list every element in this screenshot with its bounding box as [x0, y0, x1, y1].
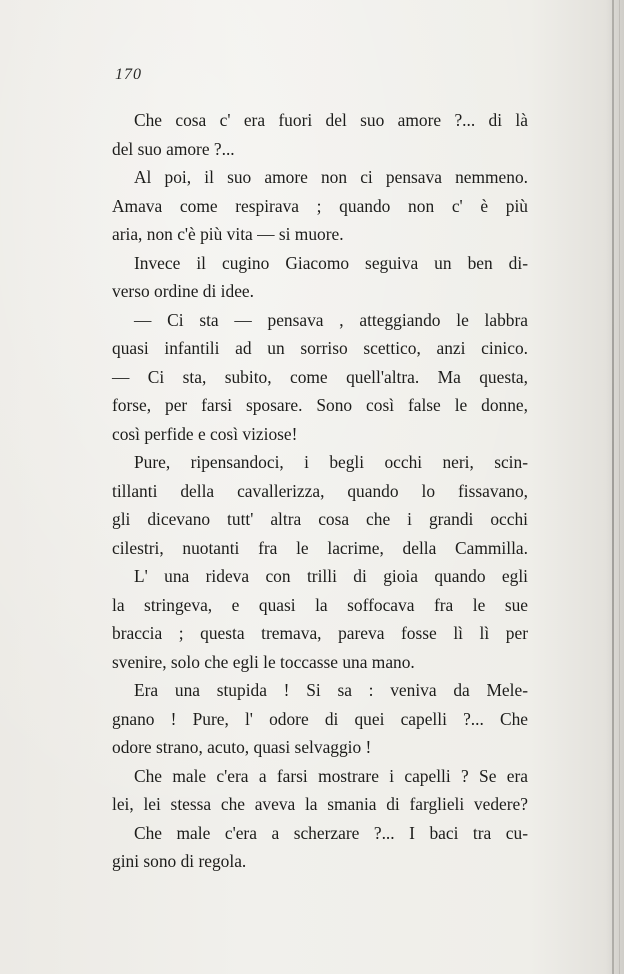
text-line: — Ci sta, subito, come quell'altra. Ma questa,: [112, 366, 528, 387]
text-line: braccia ; questa tremava, pareva fosse lì lì per: [112, 623, 528, 643]
text-line: verso ordine di idee.: [112, 281, 254, 301]
text-line: — Ci sta — pensava , atteggiando le labbra: [134, 309, 528, 330]
text-line: lei, lei stessa che aveva la smania di farglieli vedere?: [112, 794, 528, 814]
text-line: Amava come respirava ; quando non c' è più: [112, 195, 528, 216]
text-line: Era una stupida ! Si sa : veniva da Mele-: [134, 680, 528, 700]
text-line: così perfide e così viziose!: [112, 423, 298, 444]
text-line: svenire, solo che egli le toccasse una mano.: [112, 651, 415, 672]
text-line: quasi infantili ad un sorriso scettico, anzi cinico.: [112, 338, 528, 358]
text-line: cilestri, nuotanti fra le lacrime, della Cammilla.: [112, 537, 528, 558]
body-text: [112, 106, 528, 876]
page-edge-shadow: [612, 0, 614, 974]
text-line: tillanti della cavallerizza, quando lo fissavano,: [112, 480, 528, 501]
text-line: Che cosa c' era fuori del suo amore ?... di là: [134, 110, 528, 130]
text-line: gli dicevano tutt' altra cosa che i grandi occhi: [112, 509, 528, 529]
text-line: Invece il cugino Giacomo seguiva un ben di-: [134, 252, 528, 273]
text-line: aria, non c'è più vita — si muore.: [112, 224, 344, 244]
page-number: 170: [115, 66, 142, 83]
text-line: odore strano, acuto, quasi selvaggio !: [112, 737, 372, 757]
text-line: la stringeva, e quasi la soffocava fra le sue: [112, 594, 528, 615]
text-line: gini sono di regola.: [112, 851, 247, 871]
text-line: Che male c'era a farsi mostrare i capelli ? Se era: [134, 765, 528, 786]
text-line: del suo amore ?...: [112, 138, 235, 159]
page-edge-line: [619, 0, 620, 974]
text-line: forse, per farsi sposare. Sono così false le donne,: [112, 395, 528, 415]
text-line: L' una rideva con trilli di gioia quando egli: [134, 566, 528, 586]
text-line: Al poi, il suo amore non ci pensava nemmeno.: [134, 167, 528, 187]
text-line: gnano ! Pure, l' odore di quei capelli ?... Che: [112, 708, 528, 729]
text-line: Pure, ripensandoci, i begli occhi neri, scin-: [134, 452, 528, 472]
text-line: Che male c'era a scherzare ?... I baci tra cu-: [134, 822, 528, 843]
